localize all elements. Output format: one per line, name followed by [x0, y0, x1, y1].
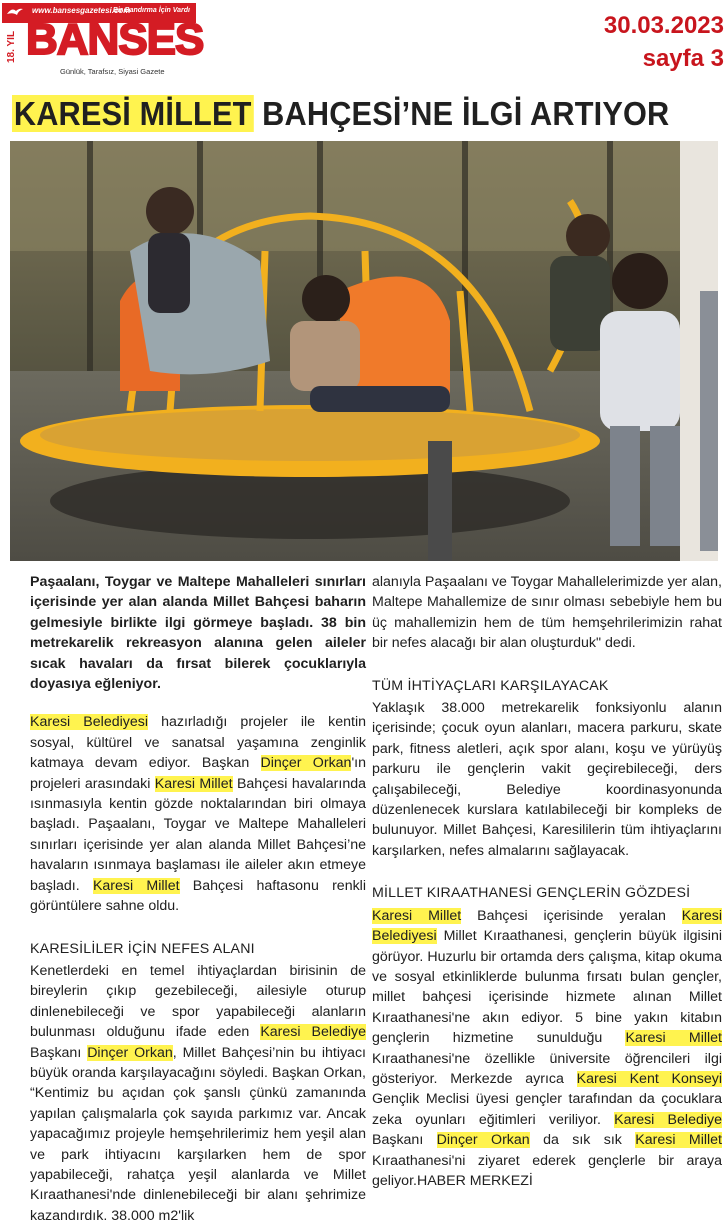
subheading-kiraathane: MİLLET KIRAATHANESİ GENÇLERİN GÖZDESİ [372, 885, 691, 902]
highlight-term: Dinçer Orkan [260, 755, 352, 772]
highlight-term: Karesi Belediyesi [372, 907, 723, 945]
subheading-ihtiyaclar: TÜM İHTİYAÇLARI KARŞILAYACAK [372, 677, 609, 694]
article-headline [12, 92, 669, 136]
paragraph-2 [30, 961, 366, 1226]
logo-years-text: 18. YIL [6, 30, 17, 63]
paragraph-3: alanıyla Paşaalanı ve Toygar Mahallelerimizde yer alan, Maltepe Mahallemize de sınır olması sebebiyle hem bu üç mahallemizin hem de tüm hemşehrilerimizin rahat bir nefes alacağı bir alan oluşturduk" dedi. [372, 574, 722, 652]
text-span: da sık sık [529, 1132, 636, 1149]
highlight-term: Karesi Millet [92, 877, 180, 894]
publication-date: 30.03.2023 [603, 12, 724, 39]
article-photo [10, 141, 718, 561]
logo-slogan: Bir Bandırma İçin Vardı [112, 7, 190, 14]
text-span: Kıraathanesi'ne özellikle üniversite öğrencileri ilgi gösteriyor. Merkezde ayrıca [372, 1050, 722, 1087]
text-span: Başkanı [30, 1044, 88, 1061]
article-column-left [30, 572, 366, 1226]
highlight-term: Karesi Millet [154, 775, 233, 792]
subheading-nefes-alani: KARESİLİLER İÇİN NEFES ALANI [30, 940, 255, 957]
highlight-term: Karesi Belediye [614, 1111, 722, 1128]
text-span: Bahçesi haftasonu renkli görüntülere sahne oldu. [30, 877, 366, 915]
highlight-term: Karesi Belediye [260, 1024, 366, 1041]
headline-highlight: KARESİ MİLLET [13, 95, 252, 132]
logo-wordmark: BANSES [26, 15, 204, 64]
highlight-term: Karesi Millet [372, 907, 462, 924]
text-span: 'ın projeleri arasındaki [30, 755, 366, 792]
logo-tagline: Günlük, Tarafsız, Siyasi Gazete [60, 67, 165, 76]
text-span: Millet Kıraathanesi, gençlerin büyük ilgisini görüyor. Huzurlu bir ortamda ders çalışma, kitap okuma ve sosyal etkinliklerde bulunma fırsatı bulan gençler, millet bahçesi içerisinde hizmete alınan Millet Kıraathanesi'ne akın ediyor. 5 bine yakın kitabın gençlerin hizmetine sunulduğu [372, 928, 722, 1047]
banses-logo [2, 3, 204, 79]
bird-icon [6, 6, 24, 18]
text-span: , Millet Bahçesi’nin bu ihtiyacı büyük oranda karşılayacağını söyledi. Başkan Orkan, “Kentimiz bu açıdan çok şanslı çünkü zamanında yapılan çalışmalarla çok sayıda parkımız var. Ancak yapacağımız projeyle hemşehrilerimiz hem yeşil alan ve park ihtiyacını karşılarken hem de spor yapabileceği, rahatça yeşil alanlarda ve Millet Kıraathanesi'nde dinlenebileceği bir alanı şehrimize kazandırdık. 38.000 m2'lik [30, 1044, 366, 1224]
text-span: Başkanı [372, 1132, 437, 1149]
highlight-term: Karesi Kent Konseyi [576, 1070, 722, 1087]
headline-rest: BAHÇESİ’NE İLGİ ARTIYOR [253, 95, 670, 132]
article-column-right [372, 572, 722, 1191]
text-span: Kenetlerdeki en temel ihtiyaçlardan birisinin de bireylerin çıkıp gezebileceği, ailesiyle oturup dinlenebileceği ve spor yapabileceği alanların bulunması olduğunu ifade eden [30, 962, 366, 1041]
highlight-term: Karesi Millet [625, 1030, 722, 1047]
text-span: Bahçesi havalarında ısınmasıyla kentin gözde noktalarından biri olmaya başladı. Paşaalanı, Toygar ve Maltepe Mahalleleri sınırları içerisinde yer alan alanda Millet Bahçesi’ne havaların ısınmaya başlaması ile aileler akın etmeye başladı. [30, 775, 366, 894]
logo-years-badge [4, 27, 22, 65]
text-span: Kıraathanesi'ni ziyaret ederek gençlerle bir araya geliyor.HABER MERKEZİ [372, 1152, 722, 1189]
article-lead: Paşaalanı, Toygar ve Maltepe Mahalleleri sınırları içerisinde yer alan alanda Millet Bahçesi baharın gelmesiyle birlikte ilgi görmeye başladı. 38 bin metrekarelik rekreasyon alanına gelen aileler sıcak havaları da fırsat bilerek çocuklarıyla doyasıya eğleniyor. [30, 574, 366, 693]
text-span: Bahçesi içerisinde yeralan [461, 907, 682, 924]
paragraph-1 [30, 712, 366, 916]
highlight-term: Dinçer Orkan [87, 1044, 173, 1061]
text-span: Gençlik Meclisi üyesi gençler tarafından da çocuklara zeka oyunları eğitimleri veriliyor. [372, 1091, 722, 1128]
paragraph-4: Yaklaşık 38.000 metrekarelik fonksiyonlu alanın içerisinde; çocuk oyun alanları, macera parkuru, skate park, fitness aletleri, açık spor alanı, koşu ve yürüyüş parkuru ile gençlerin vakit geçirebileceği, ders çalışabileceği, Belediye koordinasyonunda düzenlenecek kurslara katılabileceği bir kompleks de bulunuyor. Millet Bahçesi, Karesililerin tüm ihtiyaçlarını karşılarken, nefes almalarını sağlayacak. [372, 700, 722, 859]
page-number: sayfa 3 [642, 45, 724, 72]
highlight-term: Dinçer Orkan [436, 1132, 530, 1149]
highlight-term: Karesi Belediyesi [30, 714, 148, 731]
logo-url: www.bansesgazetesi.com [32, 6, 131, 15]
highlight-term: Karesi Millet [635, 1132, 722, 1149]
playground-carousel-photo-icon [10, 141, 718, 561]
text-span: hazırladığı projeler ile kentin sosyal, kültürel ve sanatsal yaşamına zenginlik katmaya devam ediyor. Başkan [30, 714, 366, 772]
paragraph-5 [372, 906, 722, 1192]
